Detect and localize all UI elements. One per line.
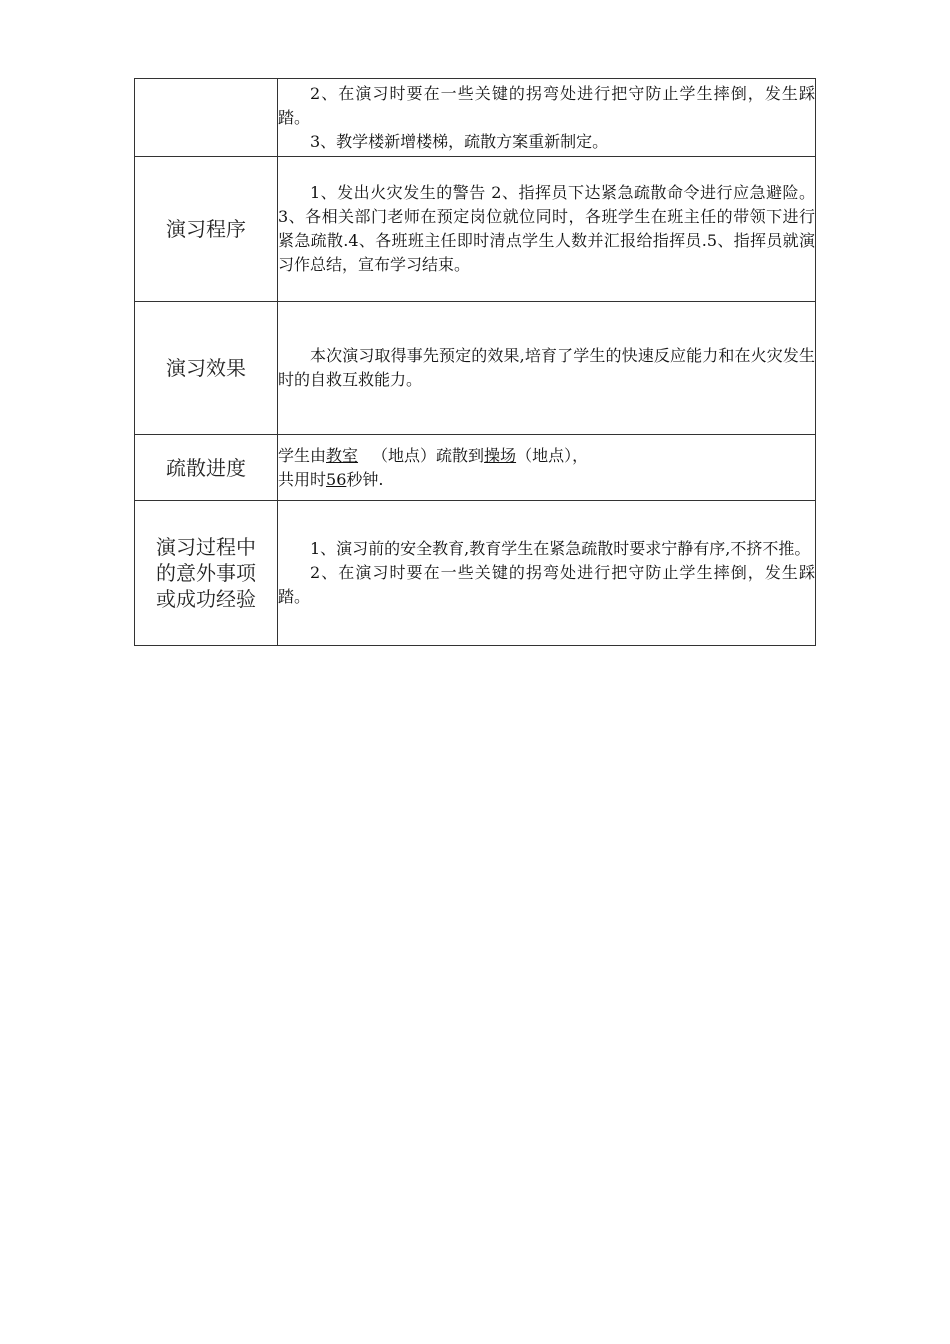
- experience-content: [278, 501, 816, 646]
- evacuation-prefix: 学生由: [278, 445, 327, 465]
- effect-content: [278, 302, 816, 435]
- label-line-3: 或成功经验: [156, 587, 256, 611]
- evacuation-content: [278, 435, 816, 501]
- evacuation-place-note-1: （地点）疏散到: [372, 445, 485, 465]
- drill-record-table: [134, 78, 816, 646]
- label-drill-effect: 演习效果: [135, 302, 278, 435]
- table-row-evacuation: [135, 435, 816, 501]
- procedure-paragraph: 1、发出火灾发生的警告 2、指挥员下达紧急疏散命令进行应急避险。3、各相关部门老师在预定岗位就位同时，各班学生在班主任的带领下进行紧急疏散.4、各班班主任即时清点学生人数并汇报给指挥员.5、指挥员就演习作总结，宣布学习结束。: [278, 183, 815, 274]
- effect-paragraph: 本次演习取得事先预定的效果,培育了学生的快速反应能力和在火灾发生时的自救互救能力。: [278, 346, 815, 389]
- table-row-experience: [135, 501, 816, 646]
- evacuation-line-1: [278, 444, 815, 468]
- continuation-content: [278, 79, 816, 157]
- evacuation-seconds: 56: [326, 469, 347, 489]
- evacuation-time-suffix: 秒钟.: [346, 469, 384, 489]
- continuation-paragraph-2: 2、在演习时要在一些关键的拐弯处进行把守防止学生摔倒，发生踩踏。: [278, 83, 815, 127]
- label-empty: [135, 79, 278, 157]
- procedure-content: [278, 157, 816, 302]
- label-evacuation-progress: 疏散进度: [135, 435, 278, 501]
- table-row-effect: [135, 302, 816, 435]
- table-row-procedure: [135, 157, 816, 302]
- evacuation-line-2: [278, 468, 815, 492]
- evacuation-from-place: 教室: [326, 445, 359, 465]
- table-row-continuation: [135, 79, 816, 157]
- evacuation-time-prefix: 共用时: [278, 469, 327, 489]
- label-incidents-experience: [135, 501, 278, 646]
- evacuation-place-note-2: （地点），: [516, 445, 589, 465]
- label-line-2: 的意外事项: [156, 561, 256, 585]
- continuation-paragraph-3: 3、教学楼新增楼梯，疏散方案重新制定。: [310, 131, 609, 151]
- label-line-1: 演习过程中: [156, 535, 256, 559]
- experience-paragraph-1: 1、演习前的安全教育,教育学生在紧急疏散时要求宁静有序,不挤不推。: [310, 539, 811, 558]
- label-drill-procedure: 演习程序: [135, 157, 278, 302]
- experience-paragraph-2: 2、在演习时要在一些关键的拐弯处进行把守防止学生摔倒，发生踩踏。: [278, 563, 815, 606]
- evacuation-to-place: 操场: [484, 445, 517, 465]
